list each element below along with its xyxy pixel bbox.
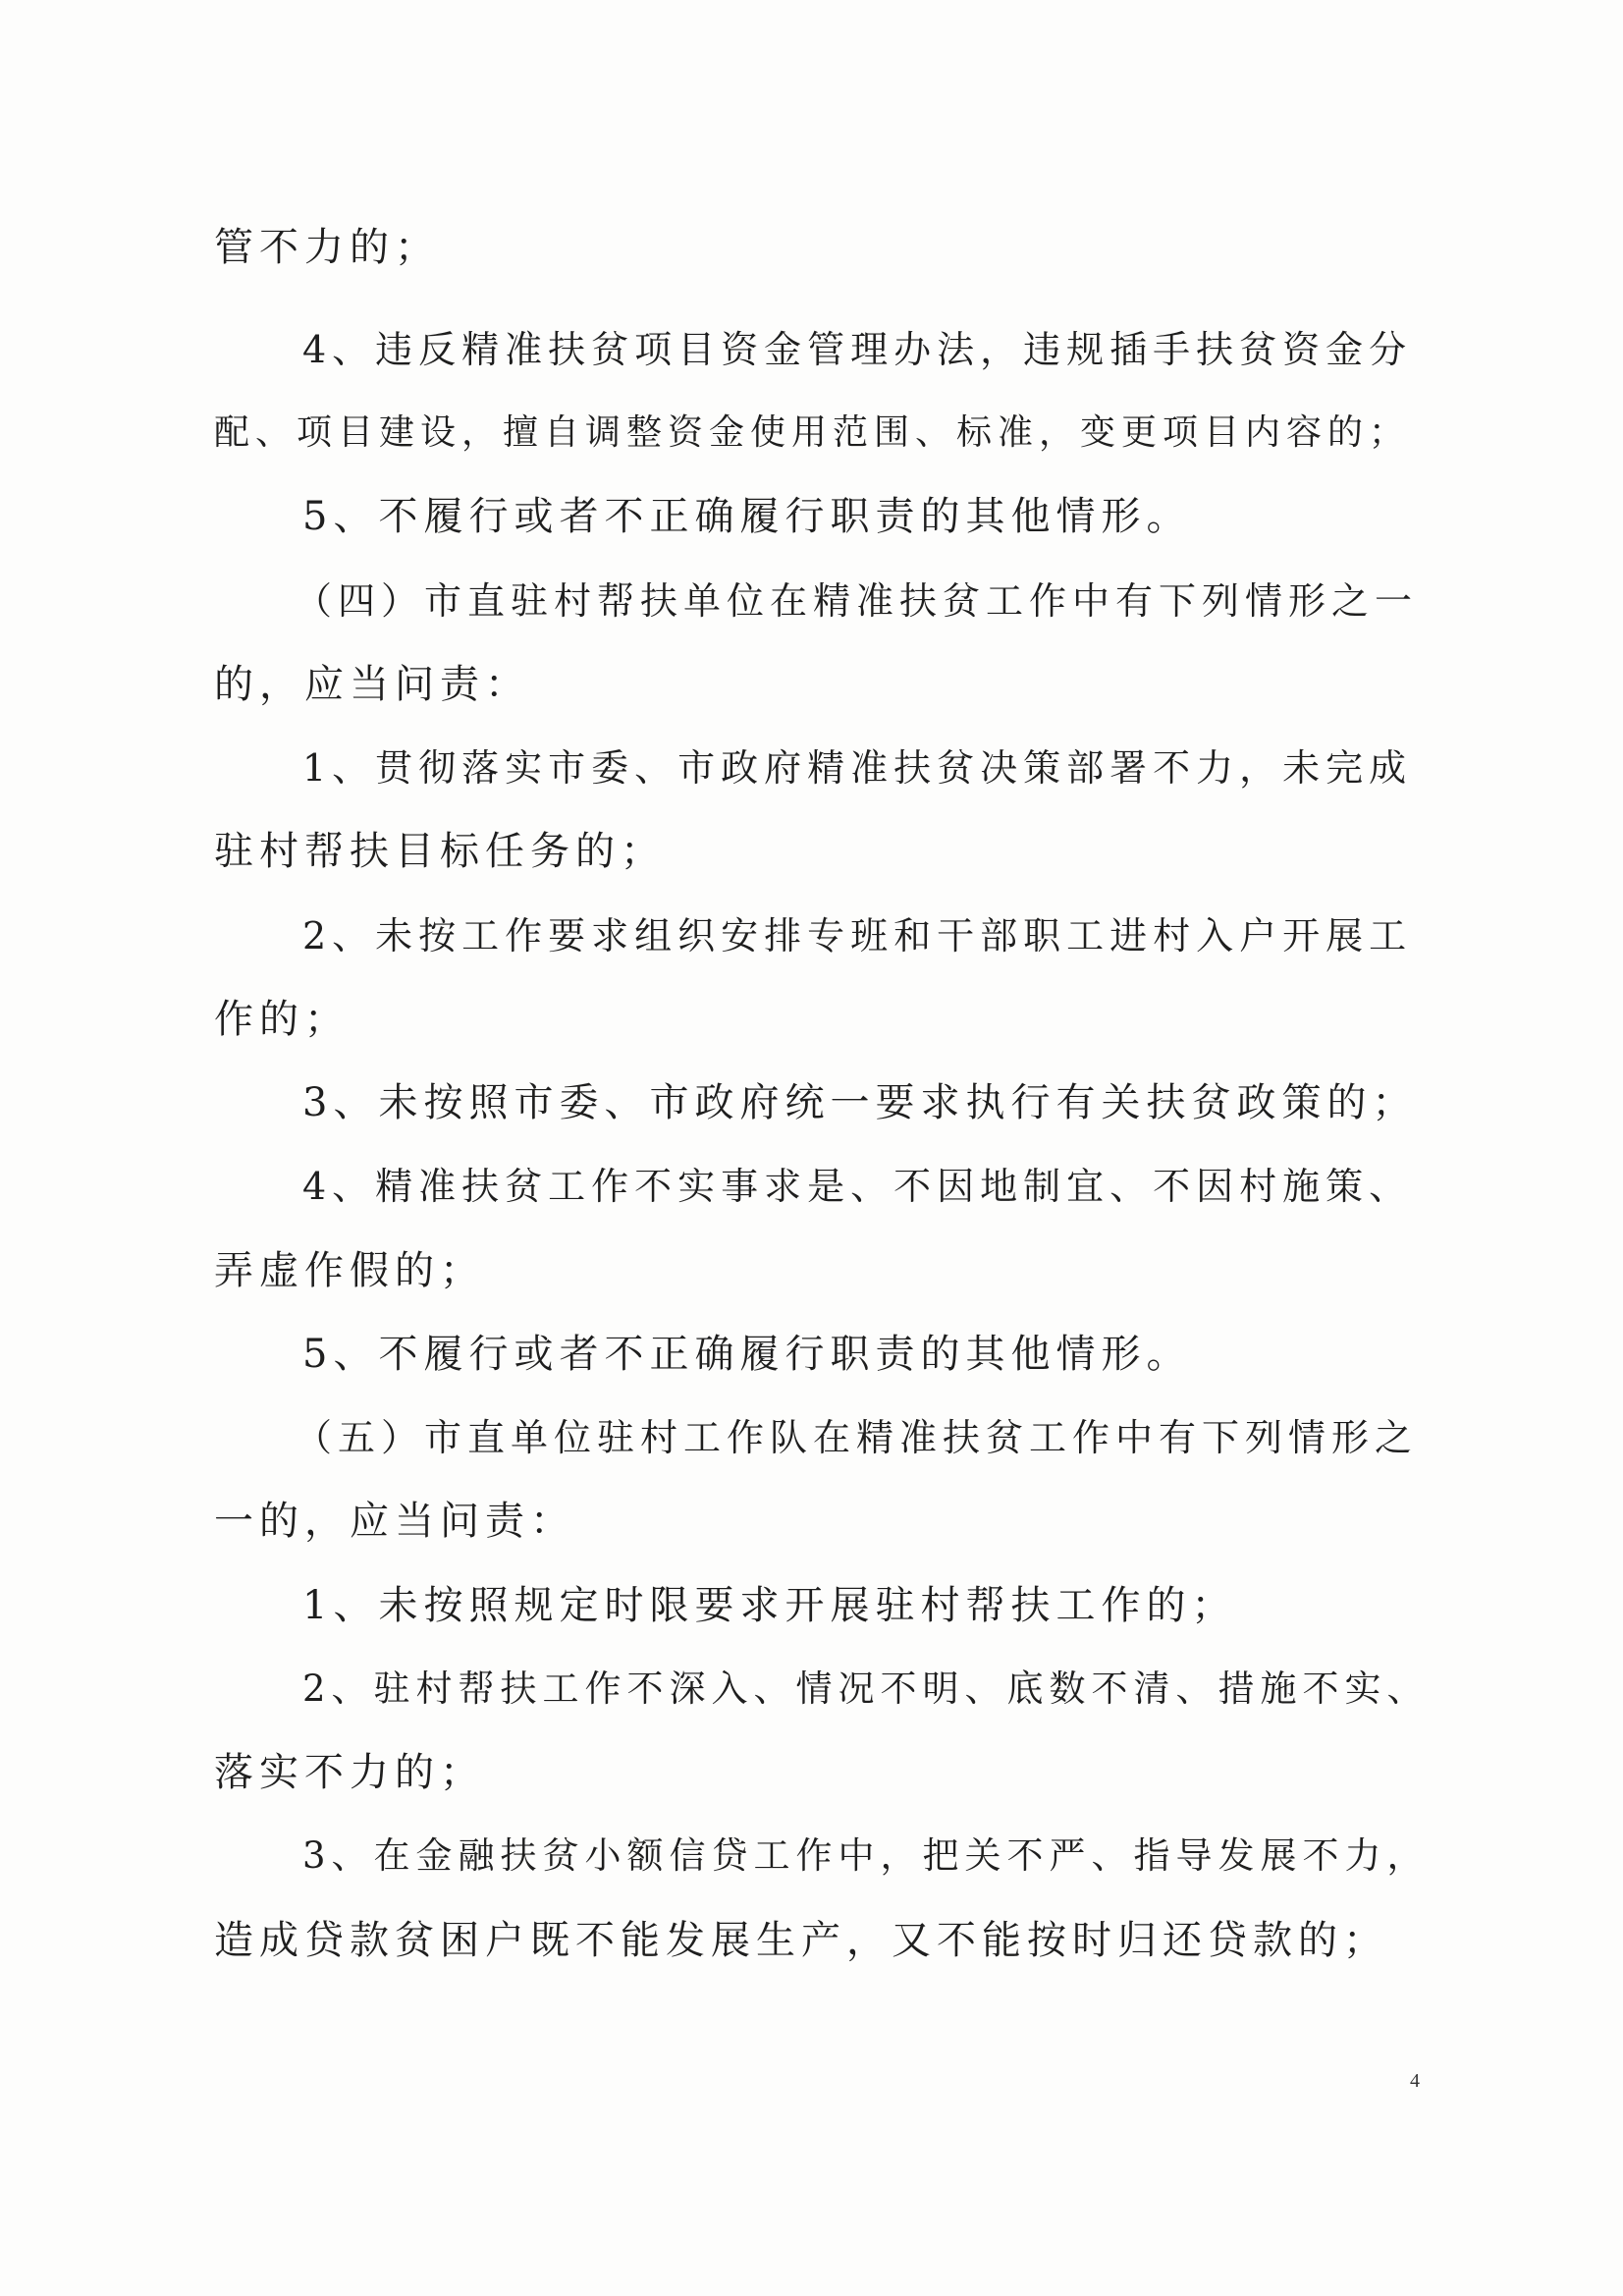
- text-line: 管不力的；: [214, 225, 440, 270]
- text-line: 1、未按照规定时限要求开展驻村帮扶工作的；: [302, 1583, 1237, 1628]
- section-heading: （五）市直单位驻村工作队在精准扶贫工作中有下列情形之: [295, 1416, 1419, 1459]
- text-line: 造成贷款贫困户既不能发展生产，又不能按时归还贷款的；: [214, 1918, 1388, 1963]
- text-line: 4、精准扶贫工作不实事求是、不因地制宜、不因村施策、: [302, 1165, 1413, 1208]
- text-line: 3、未按照市委、市政府统一要求执行有关扶贫政策的；: [302, 1080, 1418, 1125]
- text-line: 3、在金融扶贫小额信贷工作中，把关不严、指导发展不力，: [302, 1834, 1430, 1877]
- text-line: 2、未按工作要求组织安排专班和干部职工进村入户开展工: [302, 914, 1413, 957]
- text-line: 4、违反精准扶贫项目资金管理办法，违规插手扶贫资金分: [302, 328, 1413, 371]
- text-line: 驻村帮扶目标任务的；: [214, 829, 666, 874]
- text-line: 一的，应当问责：: [214, 1499, 575, 1544]
- text-line: 5、不履行或者不正确履行职责的其他情形。: [302, 494, 1192, 539]
- text-line: 落实不力的；: [214, 1750, 485, 1795]
- page-number: 4: [1410, 2070, 1420, 2092]
- section-heading: （四）市直驻村帮扶单位在精准扶贫工作中有下列情形之一: [295, 579, 1419, 623]
- text-line: 2、驻村帮扶工作不深入、情况不明、底数不清、措施不实、: [302, 1667, 1430, 1710]
- text-line: 的，应当问责：: [214, 662, 530, 707]
- text-line: 1、贯彻落实市委、市政府精准扶贫决策部署不力，未完成: [302, 746, 1413, 790]
- text-line: 5、不履行或者不正确履行职责的其他情形。: [302, 1332, 1192, 1377]
- text-line: 配、项目建设，擅自调整资金使用范围、标准，变更项目内容的；: [214, 412, 1411, 453]
- text-line: 弄虚作假的；: [214, 1248, 485, 1293]
- text-line: 作的；: [214, 997, 350, 1042]
